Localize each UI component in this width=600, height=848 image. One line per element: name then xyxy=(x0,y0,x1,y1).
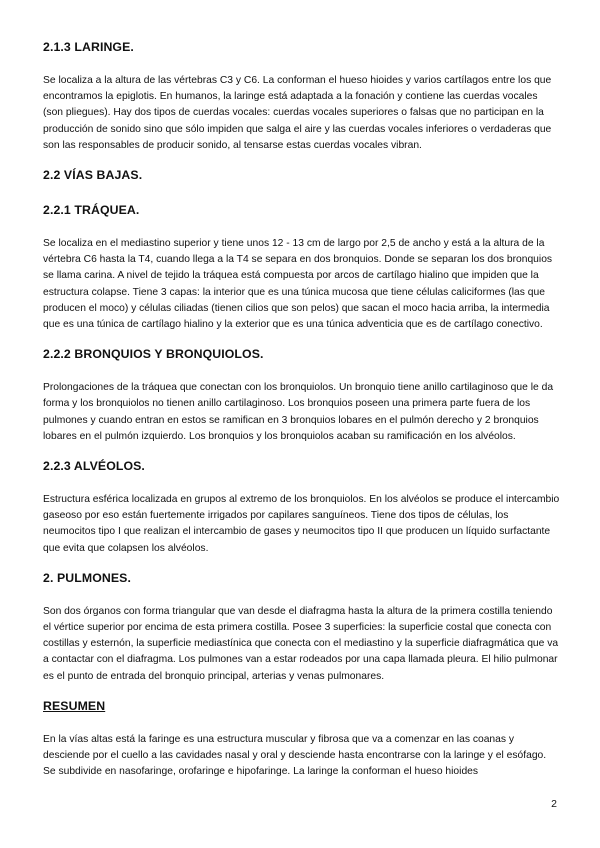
section-heading: RESUMEN xyxy=(43,698,106,713)
section-vias-bajas xyxy=(43,166,560,184)
section-pulmones xyxy=(43,569,560,685)
section-traquea xyxy=(43,201,560,333)
section-paragraph: Estructura esférica localizada en grupos al extremo de los bronquiolos. En los alvéolos se produce el intercambio gaseoso por eso están fuertemente irrigados por capilares sanguíneos. Tiene dos tipos de células, los neumocitos tipo I que realizan el intercambio de gases y neumocitos tipo II que producen un líquido surfactante que evita que colapsen los alvéolos. xyxy=(43,494,560,554)
section-alveolos xyxy=(43,457,560,557)
section-bronquios xyxy=(43,345,560,445)
page-number: 2 xyxy=(551,798,557,810)
document-page xyxy=(43,38,560,792)
section-paragraph: Se localiza a la altura de las vértebras C3 y C6. La conforman el hueso hioides y varios cartílagos entre los que encontramos la epiglotis. En humanos, la laringe está adaptada a la fonación y contiene las cuerdas vocales (son pliegues). Hay dos tipos de cuerdas vocales: cuerdas vocales superiores o falsas que no participan en la producción de sonido sino que sólo impiden que salga el aire y las cuerdas vocales inferiores o verdaderas que son las responsables de producir sonido, al tensarse estas cuerdas vocales vibran. xyxy=(43,75,552,151)
section-heading: 2.2 VÍAS BAJAS. xyxy=(43,168,143,183)
section-resumen xyxy=(43,697,560,781)
section-heading: 2.2.3 ALVÉOLOS. xyxy=(43,459,145,474)
section-heading: 2. PULMONES. xyxy=(43,570,131,585)
section-paragraph: En la vías altas está la faringe es una estructura muscular y fibrosa que va a comenzar en las coanas y desciende por el cuello a las cavidades nasal y oral y desciende hasta encontrarse con la laringe y el esófago. Se subdivide en nasofaringe, orofaringe e hipofaringe. La laringe la conforman el hueso hioides xyxy=(43,733,547,778)
section-heading: 2.2.1 TRÁQUEA. xyxy=(43,203,140,218)
section-paragraph: Prolongaciones de la tráquea que conectan con los bronquiolos. Un bronquio tiene anillo cartilaginoso que le da forma y los bronquiolos no tienen anillo cartilaginoso. Los bronquios poseen una primera parte fuera de los pulmones y cuando entran en estos se ramifican en 3 bronquios lobares en el pulmón derecho y 2 bronquios lobares en el pulmón izquierdo. Los bronquios y los bronquiolos acaban su ramificación en los alvéolos. xyxy=(43,382,554,442)
section-heading: 2.2.2 BRONQUIOS Y BRONQUIOLOS. xyxy=(43,347,264,362)
section-heading: 2.1.3 LARINGE. xyxy=(43,40,134,54)
section-paragraph: Se localiza en el mediastino superior y tiene unos 12 - 13 cm de largo por 2,5 de ancho y está a la altura de la vértebra C6 hasta la T4, cuando llega a la T4 se separa en dos bronquios. Donde se separan los dos bronquios se llama carina. A nivel de tejido la tráquea está compuesta por arcos de cartílago hialino que impiden que la estructura colapse. Tiene 3 capas: la interior que es una túnica mucosa que tiene células caliciformes (las que producen el moco) y células ciliadas (tienen cilios que son pelos) que sacan el moco hacia arriba, la intermedia que es una túnica de cartílago hialino y la exterior que es una túnica adventicia que es de cartílago conectivo. xyxy=(43,238,553,331)
section-laringe xyxy=(43,38,560,154)
section-paragraph: Son dos órganos con forma triangular que van desde el diafragma hasta la altura de la primera costilla teniendo el vértice superior por encima de esta primera costilla. Posee 3 superficies: la superficie costal que conecta con costillas y esternón, la superficie mediastínica que conecta con el mediastino y la superficie diafragmática que va a contactar con el diafragma. Los pulmones van a estar rodeados por una capa llamada pleura. El hilio pulmonar es el punto de entrada del bronquio principal, arterias y venas pulmonares. xyxy=(43,605,559,682)
